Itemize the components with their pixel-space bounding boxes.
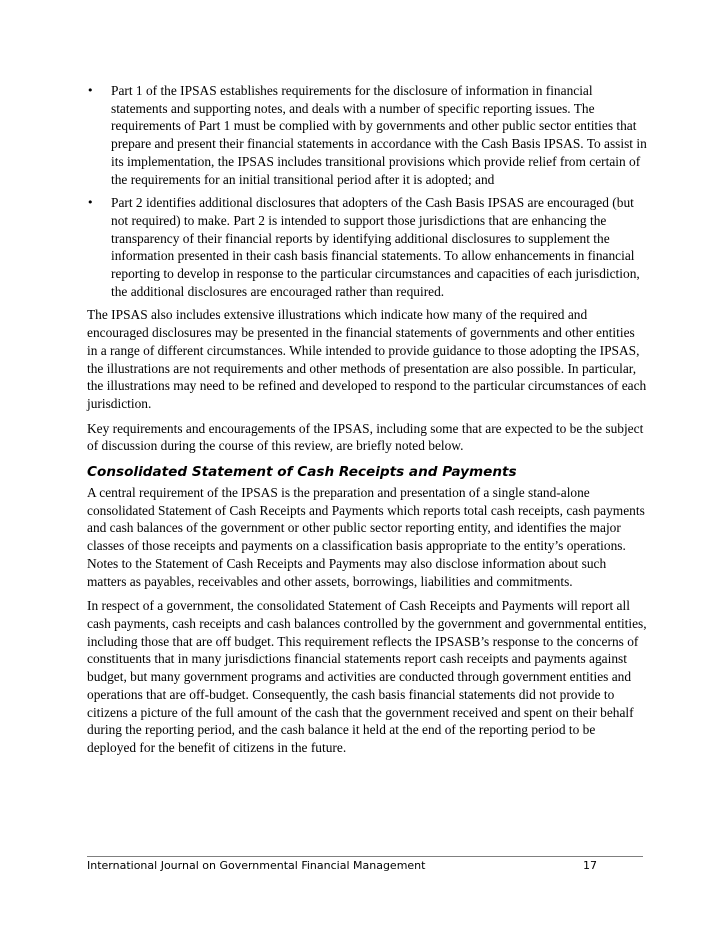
footer-page-number: 17 bbox=[583, 859, 597, 872]
paragraph-central-requirement: A central requirement of the IPSAS is the preparation and presentation of a single stand-alone consolidated Statement of Cash Receipts and Payments which reports total cash receipts, cash payments and cash balances of the government or other public sector reporting entity, and identifies the major classes of those receipts and payments on a classification basis appropriate to the entity’s operations. Notes to the Statement of Cash Receipts and Payments may also disclose information about such matters as payables, receivables and other assets, borrowings, liabilities and commitments. bbox=[87, 485, 645, 589]
bullet-text: Part 2 identifies additional disclosures that adopters of the Cash Basis IPSAS are encouraged (but not required) to make. Part 2 is intended to support those jurisdictions that are enhancing the transparency of their financial reports by identifying additional disclosures to supplement the information presented in their cash basis financial statements. To allow enhancements in financial reporting to develop in response to the particular circumstances and capacities of each jurisdiction, the additional disclosures are encouraged rather than required. bbox=[111, 195, 640, 299]
paragraph-key-requirements: Key requirements and encouragements of the IPSAS, including some that are expected to be the subject of discussion during the course of this review, are briefly noted below. bbox=[87, 420, 644, 454]
footer-journal-title: International Journal on Governmental Financial Management bbox=[87, 859, 426, 872]
bullet-item-part-2 bbox=[87, 194, 647, 300]
paragraph-illustrations: The IPSAS also includes extensive illustrations which indicate how many of the required and encouraged disclosures may be presented in the financial statements of governments and other entities in a range of different circumstances. While intended to provide guidance to those adopting the IPSAS, the illustrations are not requirements and other methods of presentation are also possible. In particular, the illustrations may need to be refined and developed to respond to the particular circumstances of each jurisdiction. bbox=[87, 307, 647, 411]
bullet-icon: • bbox=[87, 84, 94, 97]
document-body bbox=[87, 82, 647, 764]
bullet-item-part-1 bbox=[87, 82, 647, 188]
paragraph-government: In respect of a government, the consolidated Statement of Cash Receipts and Payments will report all cash payments, cash receipts and cash balances controlled by the government and governmental entities, including those that are off budget. This requirement reflects the IPSASB’s response to the concerns of constituents that in many jurisdictions financial statements report cash receipts and payments against budget, but many government programs and activities are conducted through government entities and operations that are off-budget. Consequently, the cash basis financial statements did not provide to citizens a picture of the full amount of the cash that the government received and spent on their behalf during the reporting period, and the cash balance it held at the end of the reporting period to be deployed for the benefit of citizens in the future. bbox=[87, 598, 647, 755]
bullet-text: Part 1 of the IPSAS establishes requirements for the disclosure of information in financial statements and supporting notes, and deals with a number of specific reporting issues. The requirements of Part 1 must be complied with by governments and other public sector entities that prepare and present their financial statements in accordance with the Cash Basis IPSAS. To assist in its implementation, the IPSAS includes transitional provisions which provide relief from certain of the requirements for an initial transitional period after it is adopted; and bbox=[111, 83, 647, 187]
bullet-list bbox=[87, 82, 647, 300]
bullet-icon: • bbox=[87, 196, 94, 210]
page-footer bbox=[87, 856, 643, 873]
section-heading: Consolidated Statement of Cash Receipts and Payments bbox=[87, 464, 517, 481]
